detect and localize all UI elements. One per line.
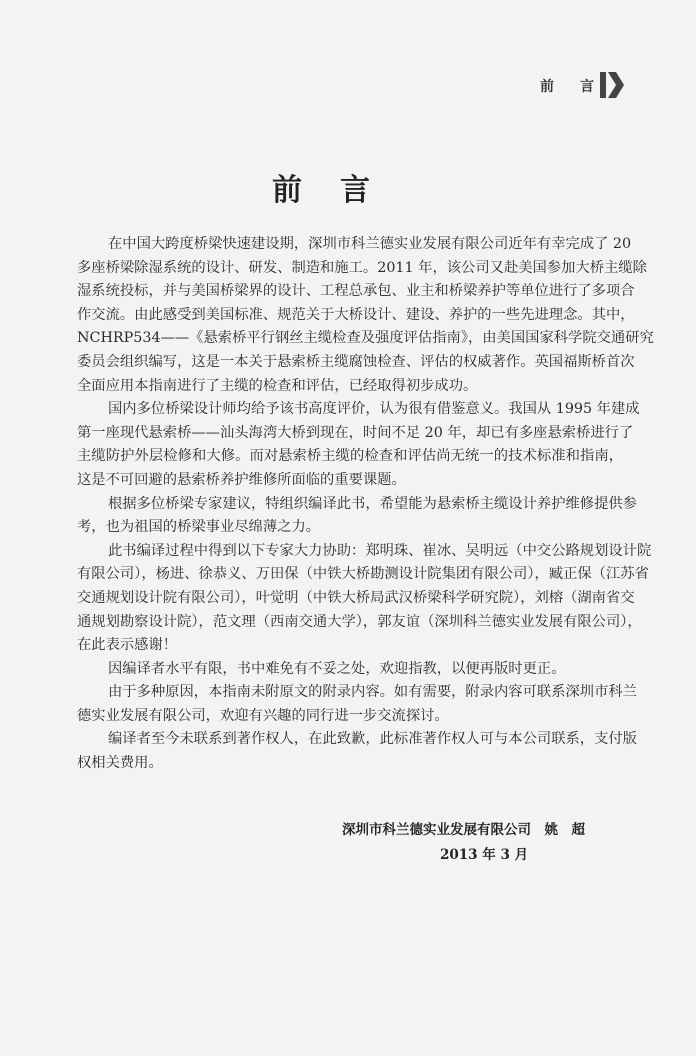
paragraph-line: 作交流。由此感受到美国标准、规范关于大桥设计、建设、养护的一些先进理念。其中， bbox=[77, 306, 635, 323]
chevron-right-icon bbox=[600, 72, 624, 98]
paragraph-line: 通规划勘察设计院），范文理（西南交通大学），郭友谊（深圳科兰德实业发展有限公司）， bbox=[77, 613, 642, 630]
paragraph-line: 在中国大跨度桥梁快速建设期，深圳市科兰德实业发展有限公司近年有幸完成了 20 bbox=[108, 236, 632, 252]
paragraph-line: 湿系统投标，并与美国桥梁界的设计、工程总承包、业主和桥梁养护等单位进行了多项合 bbox=[77, 283, 635, 300]
paragraph-line: 因编译者水平有限，书中难免有不妥之处，欢迎指教，以便再版时更正。 bbox=[108, 660, 566, 677]
paragraph-line: 主缆防护外层检修和大修。而对悬索桥主缆的检查和评估尚无统一的技术标准和指南， bbox=[77, 448, 623, 465]
paragraph-line: 交通规划设计院有限公司），叶觉明（中铁大桥局武汉桥梁科学研究院），刘榕（湖南省交 bbox=[77, 589, 635, 606]
paragraph-line: 根据多位桥梁专家建议，特组织编译此书，希望能为悬索桥主缆设计养护维修提供参 bbox=[108, 495, 637, 512]
paragraph-line: 此书编译过程中得到以下专家大力协助：郑明珠、崔冰、吴明远（中交公路规划设计院 bbox=[108, 542, 652, 559]
paragraph-line: 国内多位桥梁设计师均给予该书高度评价，认为很有借鉴意义。我国从 1995 年建成 bbox=[108, 401, 640, 418]
page-title: 前言 bbox=[272, 173, 408, 208]
paragraph-line: 多座桥梁除湿系统的设计、研发、制造和施工。2011 年，该公司又赴美国参加大桥主缆除 bbox=[77, 259, 647, 276]
paragraph-line: NCHRP534——《悬索桥平行钢丝主缆检查及强度评估指南》，由美国国家科学院交通研究 bbox=[77, 330, 654, 347]
preface-body bbox=[77, 233, 654, 776]
signature: 深圳市科兰德实业发展有限公司 姚 超 bbox=[342, 822, 585, 838]
paragraph-line: 德实业发展有限公司，欢迎有兴趣的同行进一步交流探讨。 bbox=[77, 707, 449, 724]
paragraph-line: 全面应用本指南进行了主缆的检查和评估，已经取得初步成功。 bbox=[77, 377, 478, 394]
paragraph-line: 有限公司），杨进、徐恭义、万田保（中铁大桥勘测设计院集团有限公司），臧正保（江苏省 bbox=[77, 566, 649, 583]
paragraph-line: 由于多种原因，本指南未附原文的附录内容。如有需要，附录内容可联系深圳市科兰 bbox=[108, 684, 637, 701]
paragraph-line: 这是不可回避的悬索桥养护维修所面临的重要课题。 bbox=[77, 471, 406, 488]
paragraph-line: 考，也为祖国的桥梁事业尽绵薄之力。 bbox=[77, 519, 321, 536]
paragraph-line: 第一座现代悬索桥——汕头海湾大桥到现在，时间不足 20 年，却已有多座悬索桥进行了 bbox=[77, 424, 634, 441]
running-head: 前 言 bbox=[540, 79, 600, 95]
paragraph-line: 编译者至今未联系到著作权人，在此致歉，此标准著作权人可与本公司联系，支付版 bbox=[108, 731, 637, 748]
date: 2013 年 3 月 bbox=[440, 847, 529, 863]
paragraph-line: 权相关费用。 bbox=[77, 755, 163, 772]
paragraph-line: 委员会组织编写，这是一本关于悬索桥主缆腐蚀检查、评估的权威著作。英国福斯桥首次 bbox=[77, 353, 635, 370]
paragraph-line: 在此表示感谢！ bbox=[77, 637, 178, 654]
